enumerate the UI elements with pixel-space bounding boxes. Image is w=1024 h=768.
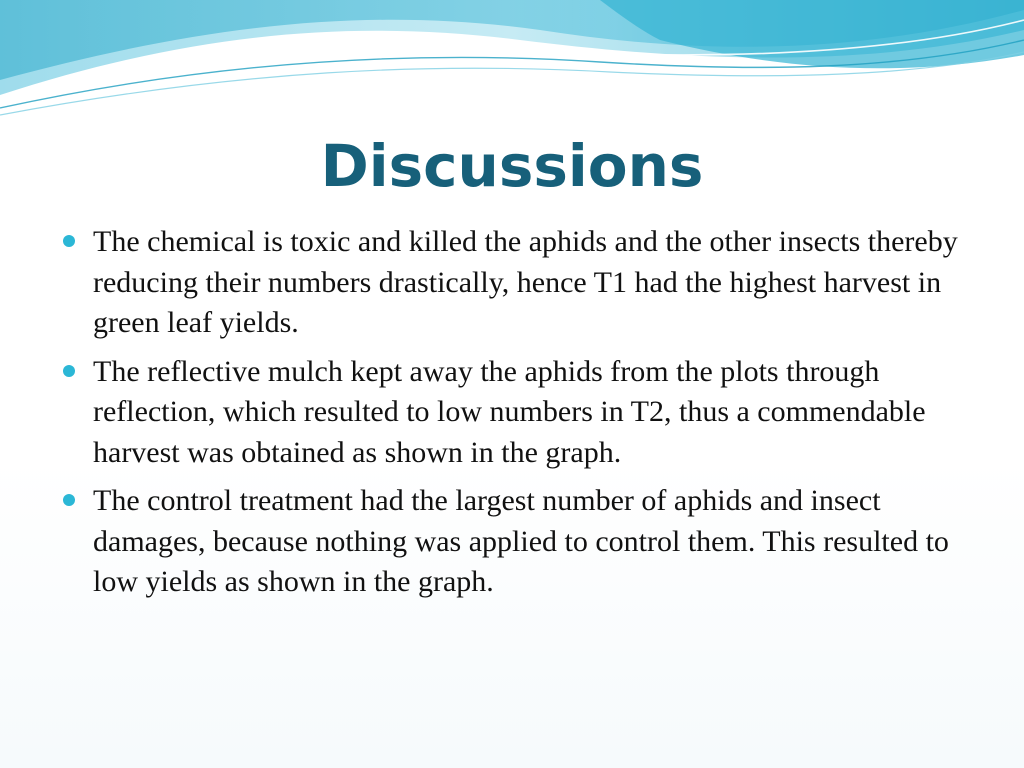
bullet-dot-icon: [63, 235, 75, 247]
list-item: [60, 352, 960, 474]
list-item: [60, 222, 960, 344]
list-item: [60, 481, 960, 603]
bullet-text: The reflective mulch kept away the aphids from the plots through reflection, which resulted to low numbers in T2, thus a commendable harvest was obtained as shown in the graph.: [93, 354, 926, 469]
bullet-text: The control treatment had the largest number of aphids and insect damages, because nothing was applied to control them. This resulted to low yields as shown in the graph.: [93, 484, 949, 598]
header-wave-decoration: [0, 0, 1024, 130]
bullet-text: The chemical is toxic and killed the aphids and the other insects thereby reducing their numbers drastically, hence T1 had the highest harvest in green leaf yields.: [93, 225, 958, 339]
bullet-list: [60, 222, 960, 611]
slide-title: Discussions: [320, 132, 704, 200]
bullet-dot-icon: [63, 494, 75, 506]
bullet-dot-icon: [63, 365, 75, 377]
